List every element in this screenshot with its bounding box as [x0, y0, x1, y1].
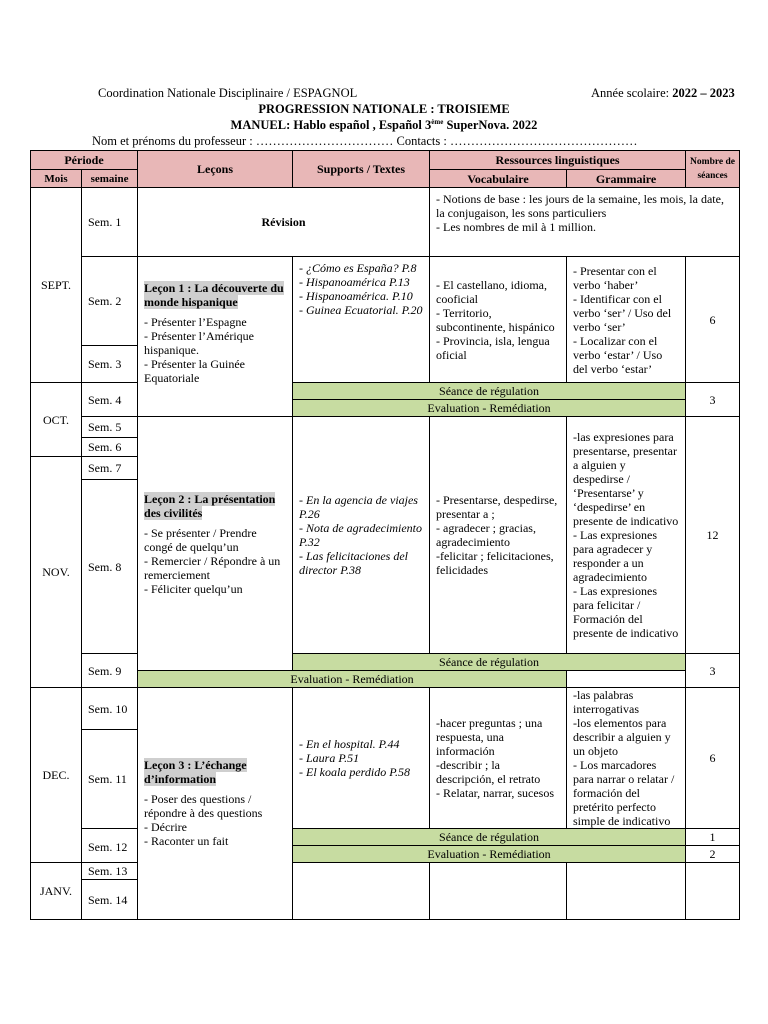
list-item: - Raconter un fait: [144, 834, 229, 848]
manual-line: [0, 118, 768, 133]
header-supports: Supports / Textes: [293, 151, 430, 188]
list-item: - Présenter l’Amérique hispanique.: [144, 329, 254, 357]
week-cell: Sem. 3: [82, 346, 138, 383]
list-item: -felicitar ; felicitaciones, felicidades: [436, 549, 554, 577]
week-cell: Sem. 2: [82, 257, 138, 346]
list-item: - Hispanoamérica. P.10: [299, 289, 413, 303]
header-grammaire: Grammaire: [567, 170, 686, 188]
lesson3-reg-count: 1: [686, 829, 740, 846]
list-item: - Nota de agradecimiento P.32: [299, 521, 422, 549]
list-item: -los elementos para describir a alguien y un objeto: [573, 716, 671, 758]
empty-cell: [293, 863, 430, 920]
revision-resources: [430, 188, 740, 257]
lesson3-grammar: [567, 688, 686, 829]
week-cell: Sem. 10: [82, 688, 138, 730]
lesson3-eval-count: 2: [686, 846, 740, 863]
lesson3-vocab: [430, 688, 567, 829]
page-title: PROGRESSION NATIONALE : TROISIEME: [258, 102, 510, 116]
lesson1-cell: Leçon 1 : La découverte du monde hispanique - Présenter l’Espagne - Présenter l’Amérique hispanique. - Présenter la Guinée Equatoriale: [138, 257, 293, 417]
list-item: - Las felicitaciones del director P.38: [299, 549, 408, 577]
list-item: - En la agencia de viajes P.26: [299, 493, 418, 521]
list-item: - Las expresiones para felicitar / Formación del presente de indicativo: [573, 584, 679, 640]
list-item: - agradecer ; gracias, agradecimiento: [436, 521, 536, 549]
week-cell: Sem. 7: [82, 457, 138, 480]
lesson2-cell: Leçon 2 : La présentation des civilités - Se présenter / Prendre congé de quelqu’un - Remercier / Répondre à un remerciement - Féliciter quelqu’un: [138, 417, 293, 671]
list-item: - Las expresiones para agradecer y responder a un agradecimiento: [573, 528, 657, 584]
lesson2-grammar: [567, 417, 686, 654]
list-item: - Presentar con el verbo ‘haber’: [573, 263, 657, 292]
list-item: - Presentarse, despedirse, presentar a ;: [436, 493, 558, 521]
lesson3-cell: Leçon 3 : L’échange d’information - Poser des questions / répondre à des questions - Décrire - Raconter un fait: [138, 688, 293, 920]
evaluation-row: Evaluation - Remédiation: [293, 846, 686, 863]
regulation-row: Séance de régulation: [293, 829, 686, 846]
table-row: [31, 654, 740, 671]
week-cell: Sem. 13: [82, 863, 138, 880]
manual-sup: ème: [431, 118, 444, 126]
list-item: - Présenter l’Espagne: [144, 315, 247, 329]
week-cell: Sem. 14: [82, 880, 138, 920]
lesson2-reg-count: 3: [686, 654, 740, 688]
month-cell: DEC.: [31, 688, 82, 863]
table-row: [31, 829, 740, 846]
manual-pre: MANUEL: Hablo español , Español 3: [230, 118, 432, 133]
school-year: [591, 86, 735, 101]
evaluation-row: Evaluation - Remédiation: [293, 400, 686, 417]
list-item: -describir ; la descripción, el retrato: [436, 758, 541, 786]
list-item: - Présenter la Guinée Equatoriale: [144, 357, 245, 385]
month-cell: SEPT.: [31, 188, 82, 383]
header-nombre: Nombre de séances: [686, 151, 740, 188]
lesson1-vocab: [430, 257, 567, 383]
list-item: -hacer preguntas ; una respuesta, una información: [436, 716, 543, 758]
week-cell: Sem. 5: [82, 417, 138, 438]
week-cell: Sem. 6: [82, 438, 138, 457]
lesson2-num: Leçon 2: [144, 491, 185, 506]
list-item: - Los marcadores para narrar o relatar / formación del pretérito perfecto simple de indicativo: [573, 758, 675, 828]
lesson2-supports: [293, 417, 430, 654]
coordination-text: Coordination Nationale Disciplinaire / ESPAGNOL: [98, 86, 358, 100]
month-cell: OCT.: [31, 383, 82, 457]
list-item: - Guinea Ecuatorial. P.20: [299, 303, 423, 317]
lesson1-grammar: [567, 257, 686, 383]
lesson1-num: Leçon 1: [144, 281, 185, 295]
header-semaine: semaine: [82, 170, 138, 188]
header-mois: Mois: [31, 170, 82, 188]
teacher-line: Nom et prénoms du professeur : …………………………… Contacts : ………………………………………: [92, 134, 638, 148]
table-row: [31, 383, 740, 400]
header-ressources: Ressources linguistiques: [430, 151, 686, 170]
week-cell: Sem. 4: [82, 383, 138, 417]
list-item: - ¿Cómo es España? P.8: [299, 261, 417, 275]
manual-post: SuperNova. 2022: [443, 118, 538, 133]
list-item: - Hispanoamérica P.13: [299, 275, 410, 289]
table-row: [31, 417, 740, 438]
lesson3-supports: [293, 688, 430, 829]
lesson1-title: La découverte du monde hispanique: [144, 281, 284, 309]
lesson1-reg-count: 3: [686, 383, 740, 417]
list-item: - El koala perdido P.58: [299, 765, 411, 779]
list-item: - El castellano, idioma, cooficial: [436, 277, 547, 306]
list-item: - Poser des questions / répondre à des questions: [144, 792, 263, 820]
list-item: - Relatar, narrar, sucesos: [436, 786, 554, 800]
lesson2-vocab: [430, 417, 567, 654]
header-periode: Période: [31, 151, 138, 170]
list-item: - Se présenter / Prendre congé de quelqu’un: [144, 525, 257, 554]
table-row: [31, 671, 740, 688]
list-item: - Les nombres de mil à 1 million.: [436, 220, 596, 234]
year-value: 2022 – 2023: [672, 86, 735, 100]
list-item: - Territorio, subcontinente, hispánico: [436, 305, 555, 334]
list-item: - Identificar con el verbo ‘ser’ / Uso del verbo ‘ser’: [573, 291, 672, 334]
week-cell: Sem. 8: [82, 480, 138, 654]
list-item: -las palabras interrogativas: [573, 688, 639, 716]
lesson3-count: 6: [686, 688, 740, 829]
month-cell: NOV.: [31, 457, 82, 688]
empty-cell: [686, 863, 740, 920]
evaluation-row: Evaluation - Remédiation: [138, 671, 567, 688]
header-vocabulaire: Vocabulaire: [430, 170, 567, 188]
empty-cell: [430, 863, 567, 920]
table-row: [31, 863, 740, 880]
lesson2-title: La présentation des civilités: [144, 491, 276, 520]
regulation-row: Séance de régulation: [293, 654, 686, 671]
table-row: [31, 188, 740, 257]
lesson3-title: L’échange d’information: [144, 758, 247, 786]
list-item: - Remercier / Répondre à un remerciement: [144, 553, 281, 582]
lesson3-num: Leçon 3: [144, 758, 185, 772]
list-item: - Provincia, isla, lengua oficial: [436, 333, 550, 362]
list-item: - Décrire: [144, 820, 187, 834]
month-cell: JANV.: [31, 863, 82, 920]
list-item: - En el hospital. P.44: [299, 737, 400, 751]
table-row: [31, 688, 740, 730]
week-cell: Sem. 11: [82, 730, 138, 829]
table-row: [31, 257, 740, 346]
week-cell: Sem. 12: [82, 829, 138, 863]
week-cell: Sem. 9: [82, 654, 138, 688]
lesson1-supports: [293, 257, 430, 383]
revision-title: Révision: [138, 188, 430, 257]
lesson1-count: 6: [686, 257, 740, 383]
list-item: - Laura P.51: [299, 751, 360, 765]
list-item: - Localizar con el verbo ‘estar’ / Uso del verbo ‘estar’: [573, 333, 663, 376]
list-item: - Féliciter quelqu’un: [144, 581, 243, 596]
list-item: -las expresiones para presentarse, presentar a alguien y despedirse / ‘Presentarse’ y ‘despedirse’ en presente de indicativo: [573, 430, 679, 528]
header-row-1: [31, 151, 740, 170]
regulation-row: Séance de régulation: [293, 383, 686, 400]
list-item: - Notions de base : les jours de la semaine, les mois, la date, la conjugaison, les sons particuliers: [436, 192, 724, 220]
lesson2-count: 12: [686, 417, 740, 654]
header-lecons: Leçons: [138, 151, 293, 188]
year-label: Année scolaire:: [591, 86, 670, 100]
week-cell: Sem. 1: [82, 188, 138, 257]
progression-table: [30, 150, 740, 920]
empty-cell: [567, 863, 686, 920]
